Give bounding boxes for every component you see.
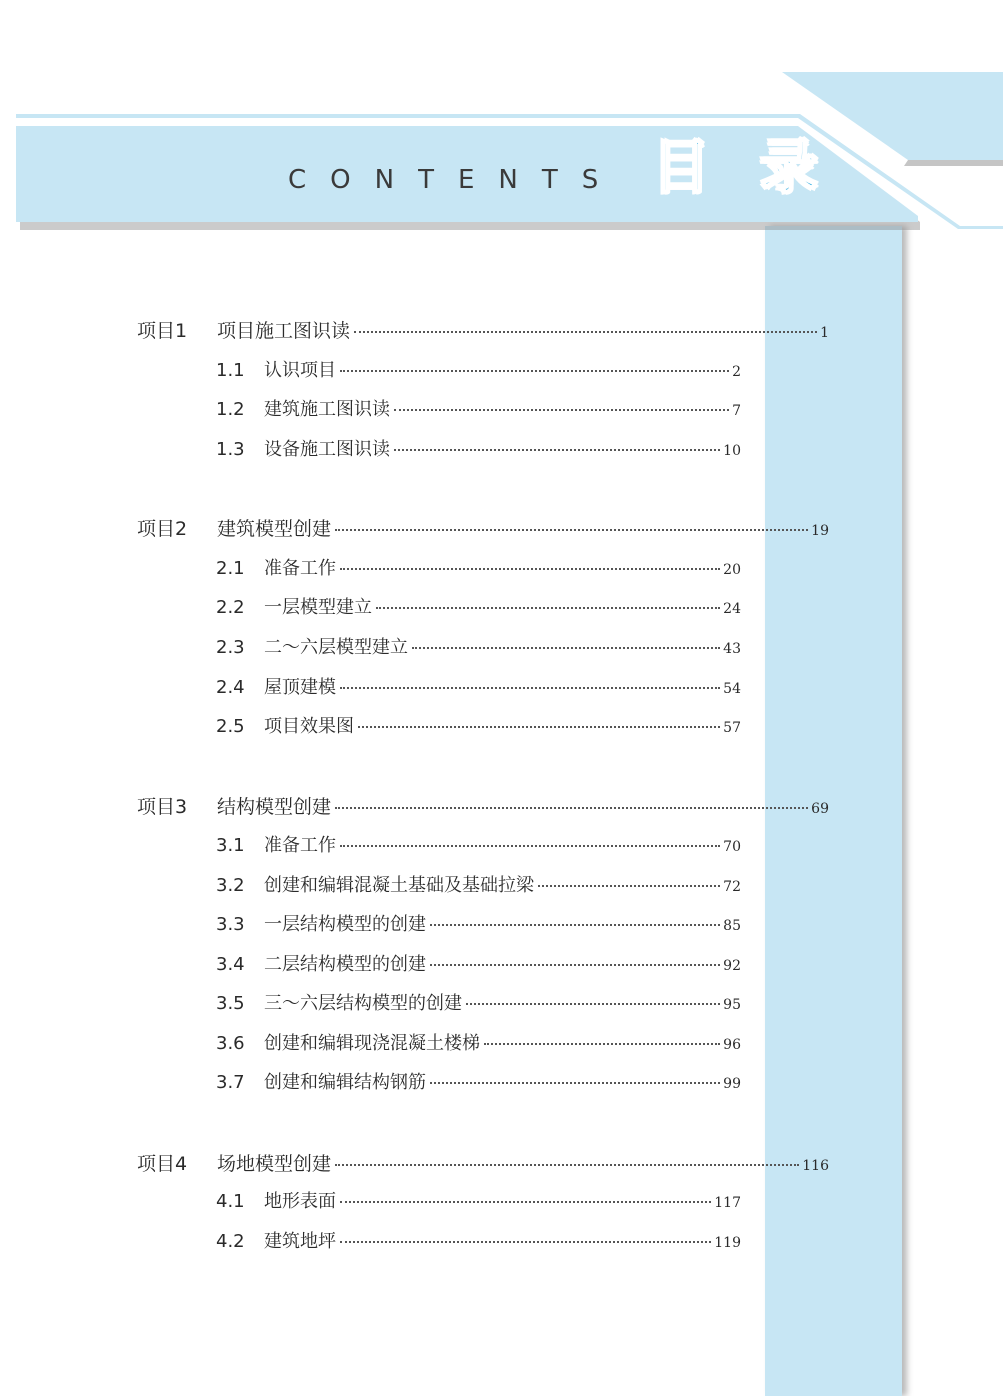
section-number: 4.1	[216, 1191, 245, 1212]
page-number: 92	[723, 958, 741, 974]
page-number: 2	[732, 364, 741, 380]
project-number: 项目1	[137, 320, 188, 342]
project-number: 项目3	[137, 796, 188, 818]
dot-leader	[340, 687, 720, 689]
section-title: 一层结构模型的创建	[264, 914, 426, 935]
page-number: 119	[714, 1235, 741, 1251]
page-number: 72	[723, 879, 741, 895]
dot-leader	[430, 1082, 720, 1084]
dot-leader	[340, 1241, 711, 1243]
toc-project-4[interactable]	[137, 1149, 829, 1176]
section-number: 3.1	[216, 835, 245, 856]
dot-leader	[358, 726, 720, 728]
dot-leader	[340, 1201, 711, 1203]
page-number: 70	[723, 839, 741, 855]
page-number: 99	[723, 1076, 741, 1092]
section-number: 2.2	[216, 597, 245, 618]
page-number: 57	[723, 720, 741, 736]
project-title: 结构模型创建	[217, 796, 332, 818]
section-number: 1.3	[216, 439, 245, 460]
toc-project-3[interactable]	[137, 792, 829, 819]
page-number: 20	[723, 562, 741, 578]
project-number: 项目2	[137, 518, 188, 540]
section-number: 2.3	[216, 637, 245, 658]
toc-section-3-3[interactable]	[216, 910, 741, 936]
toc-section-3-2[interactable]	[216, 871, 741, 897]
section-number: 1.2	[216, 399, 245, 420]
page-number: 116	[802, 1158, 829, 1174]
toc-section-1-2[interactable]	[216, 395, 741, 421]
section-title: 项目效果图	[264, 716, 354, 737]
section-number: 3.7	[216, 1072, 245, 1093]
section-number: 3.4	[216, 954, 245, 975]
section-title: 创建和编辑混凝土基础及基础拉梁	[264, 875, 534, 896]
section-title: 一层模型建立	[264, 597, 372, 618]
page-number: 69	[811, 801, 829, 817]
section-number: 2.1	[216, 558, 245, 579]
section-title: 创建和编辑结构钢筋	[264, 1072, 426, 1093]
toc-section-1-1[interactable]	[216, 356, 741, 382]
section-title: 创建和编辑现浇混凝土楼梯	[264, 1033, 480, 1054]
dot-leader	[376, 607, 720, 609]
page-number: 54	[723, 681, 741, 697]
title-char-lu: 录	[760, 133, 819, 201]
toc-section-2-5[interactable]	[216, 712, 741, 738]
section-title: 三～六层结构模型的创建	[264, 993, 462, 1014]
dot-leader	[354, 331, 817, 333]
section-title: 二～六层模型建立	[264, 637, 408, 658]
project-title: 场地模型创建	[217, 1153, 332, 1175]
toc-section-2-4[interactable]	[216, 673, 741, 699]
page-number: 43	[723, 641, 741, 657]
dot-leader	[394, 409, 729, 411]
toc-section-4-1[interactable]	[216, 1187, 741, 1213]
section-title: 屋顶建模	[264, 677, 336, 698]
project-title: 建筑模型创建	[217, 518, 332, 540]
dot-leader	[340, 845, 720, 847]
section-number: 1.1	[216, 360, 245, 381]
section-number: 2.5	[216, 716, 245, 737]
dot-leader	[484, 1043, 720, 1045]
section-number: 4.2	[216, 1231, 245, 1252]
toc-section-2-1[interactable]	[216, 554, 741, 580]
dot-leader	[538, 885, 720, 887]
section-number: 3.3	[216, 914, 245, 935]
project-title: 项目施工图识读	[217, 320, 351, 342]
page-number: 95	[723, 997, 741, 1013]
toc-section-3-7[interactable]	[216, 1068, 741, 1094]
section-number: 3.2	[216, 875, 245, 896]
toc-section-3-1[interactable]	[216, 831, 741, 857]
toc-section-2-3[interactable]	[216, 633, 741, 659]
title-char-mu: 目	[652, 133, 711, 201]
dot-leader	[412, 647, 720, 649]
toc-project-1[interactable]	[137, 316, 829, 343]
page-number: 24	[723, 601, 741, 617]
toc-project-2[interactable]	[137, 514, 829, 541]
section-title: 准备工作	[264, 835, 336, 856]
dot-leader	[430, 964, 720, 966]
dot-leader	[394, 449, 720, 451]
page-number: 85	[723, 918, 741, 934]
toc-section-3-5[interactable]	[216, 989, 741, 1015]
page-number: 10	[723, 443, 741, 459]
dot-leader	[335, 807, 808, 809]
page-number: 117	[714, 1195, 741, 1211]
dot-leader	[340, 370, 729, 372]
section-title: 建筑施工图识读	[264, 399, 390, 420]
toc-section-1-3[interactable]	[216, 435, 741, 461]
page-number: 96	[723, 1037, 741, 1053]
header-banner	[0, 0, 1003, 240]
section-title: 二层结构模型的创建	[264, 954, 426, 975]
dot-leader	[340, 568, 720, 570]
section-title: 准备工作	[264, 558, 336, 579]
page-number: 19	[811, 523, 829, 539]
section-number: 3.6	[216, 1033, 245, 1054]
contents-label: CONTENTS	[288, 165, 623, 195]
section-title: 认识项目	[264, 360, 336, 381]
section-title: 建筑地坪	[264, 1231, 336, 1252]
section-number: 3.5	[216, 993, 245, 1014]
toc-section-4-2[interactable]	[216, 1227, 741, 1253]
toc-section-3-6[interactable]	[216, 1029, 741, 1055]
section-title: 地形表面	[264, 1191, 336, 1212]
page-number: 1	[820, 325, 829, 341]
toc-section-3-4[interactable]	[216, 950, 741, 976]
section-title: 设备施工图识读	[264, 439, 390, 460]
dot-leader	[335, 1164, 799, 1166]
project-number: 项目4	[137, 1153, 188, 1175]
dot-leader	[430, 924, 720, 926]
toc-section-2-2[interactable]	[216, 593, 741, 619]
section-number: 2.4	[216, 677, 245, 698]
page-number: 7	[732, 403, 741, 419]
dot-leader	[466, 1003, 720, 1005]
dot-leader	[335, 529, 808, 531]
